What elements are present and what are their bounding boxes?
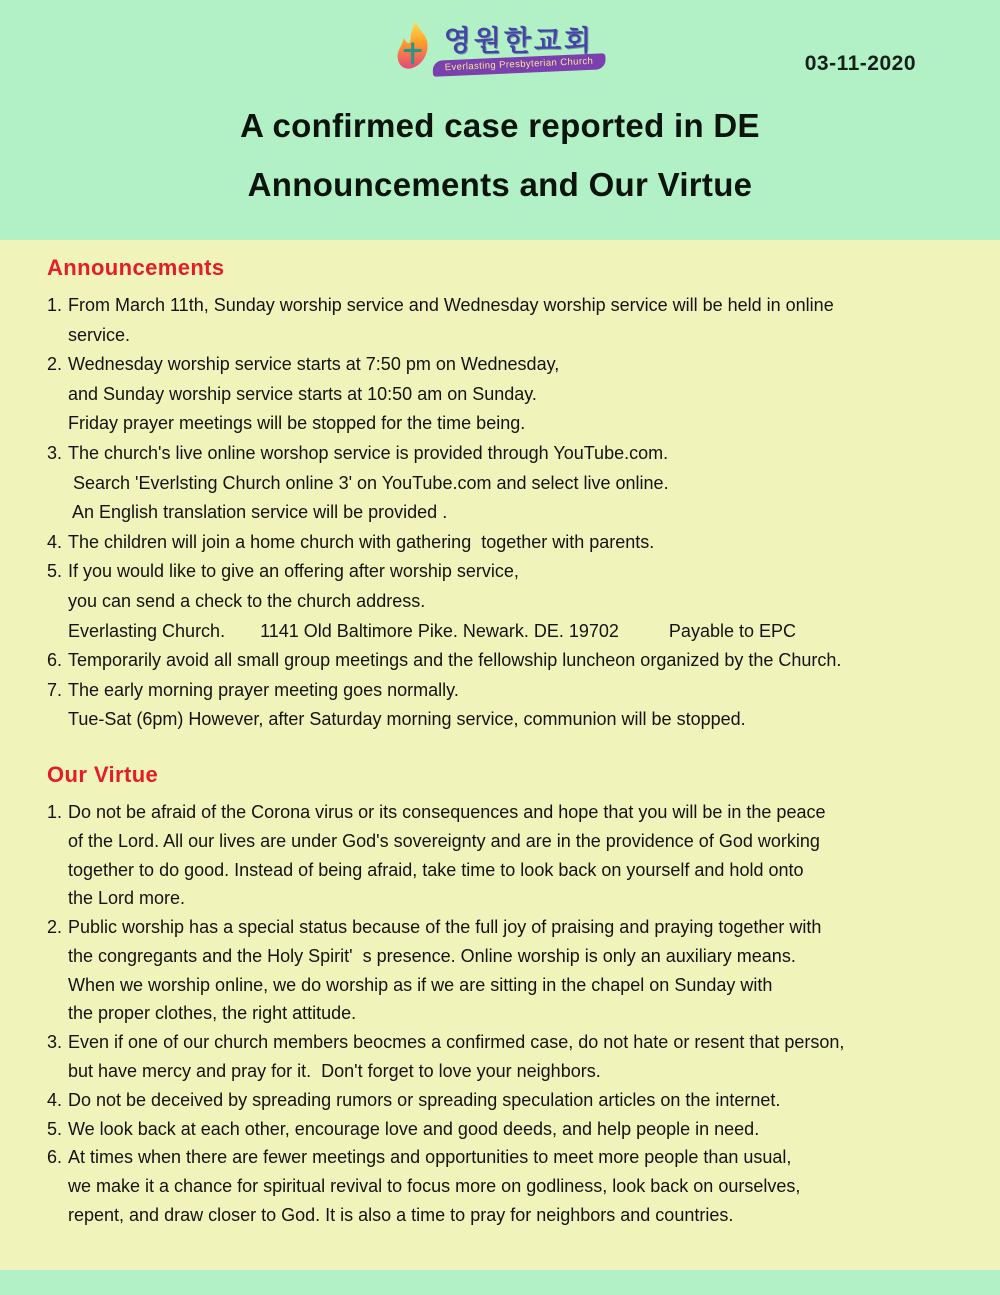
text-line: and Sunday worship service starts at 10:50 am on Sunday. xyxy=(68,383,537,404)
item-text xyxy=(68,439,964,528)
text-line: the Lord more. xyxy=(68,888,186,909)
text-line: Even if one of our church members beocmes a confirmed case, do not hate or resent that person, xyxy=(68,1032,845,1053)
item-text xyxy=(68,528,964,558)
text-line: Do not be deceived by spreading rumors or spreading speculation articles on the internet. xyxy=(68,1089,781,1110)
item-number: 2. xyxy=(47,354,63,375)
church-logo xyxy=(395,20,606,76)
item-number: 6. xyxy=(47,1147,63,1168)
text-line: The children will join a home church with gathering together with parents. xyxy=(68,531,655,552)
list-item xyxy=(47,913,964,1028)
item-number: 3. xyxy=(47,442,63,463)
item-text xyxy=(68,350,964,439)
our-virtue-list xyxy=(47,798,964,1230)
our-virtue-section xyxy=(47,762,964,1230)
text-line: Everlasting Church. 1141 Old Baltimore Pike. Newark. DE. 19702 Payable to EPC xyxy=(68,620,796,641)
list-item xyxy=(47,1143,964,1229)
text-line: but have mercy and pray for it. Don't forget to love your neighbors. xyxy=(68,1061,601,1082)
item-number: 5. xyxy=(47,561,63,582)
item-text xyxy=(68,1086,964,1115)
list-item xyxy=(47,350,964,439)
content xyxy=(0,240,1000,1230)
text-line: An English translation service will be provided . xyxy=(68,502,448,523)
item-text xyxy=(68,1115,964,1144)
item-number: 1. xyxy=(47,801,63,822)
text-line: From March 11th, Sunday worship service and Wednesday worship service will be held in online xyxy=(68,295,834,315)
text-line: you can send a check to the church address. xyxy=(68,590,426,611)
text-line: The early morning prayer meeting goes normally. xyxy=(68,679,459,700)
item-text xyxy=(68,798,964,913)
list-item xyxy=(47,798,964,913)
announcements-list xyxy=(47,291,964,735)
text-line: At times when there are fewer meetings and opportunities to meet more people than usual, xyxy=(68,1147,792,1168)
item-number: 3. xyxy=(47,1032,63,1053)
list-item xyxy=(47,291,964,350)
our-virtue-heading: Our Virtue xyxy=(47,761,159,787)
logo-text xyxy=(433,20,606,73)
item-text xyxy=(68,1143,964,1229)
item-number: 6. xyxy=(47,650,63,671)
text-line: Search 'Everlsting Church online 3' on YouTube.com and select live online. xyxy=(68,472,669,493)
list-item xyxy=(47,1028,964,1086)
list-item xyxy=(47,528,964,558)
text-line: Public worship has a special status because of the full joy of praising and praying together with xyxy=(68,917,822,938)
announcements-section xyxy=(47,255,964,735)
announcements-heading: Announcements xyxy=(47,255,225,280)
item-number: 4. xyxy=(47,1089,63,1110)
list-item xyxy=(47,557,964,646)
item-text xyxy=(68,291,964,350)
item-text xyxy=(68,1028,964,1086)
item-text xyxy=(68,557,964,646)
list-item xyxy=(47,646,964,676)
text-line: service. xyxy=(68,324,131,345)
item-number: 4. xyxy=(47,531,63,552)
list-item xyxy=(47,676,964,735)
list-item xyxy=(47,1086,964,1115)
item-text xyxy=(68,646,964,676)
text-line: Temporarily avoid all small group meetings and the fellowship luncheon organized by the Church. xyxy=(68,650,842,671)
text-line: Friday prayer meetings will be stopped for the time being. xyxy=(68,413,526,434)
text-line: together to do good. Instead of being afraid, take time to look back on yourself and hold onto xyxy=(68,859,804,880)
text-line: When we worship online, we do worship as if we are sitting in the chapel on Sunday with xyxy=(68,974,773,995)
text-line: We look back at each other, encourage love and good deeds, and help people in need. xyxy=(68,1118,760,1139)
text-line: the proper clothes, the right attitude. xyxy=(68,1003,357,1024)
item-number: 2. xyxy=(47,917,63,938)
title-line-2: Announcements and Our Virtue xyxy=(247,166,753,203)
document-date: 03-11-2020 xyxy=(804,52,916,75)
text-line: repent, and draw closer to God. It is also a time to pray for neighbors and countries. xyxy=(68,1205,734,1226)
footer-strip xyxy=(0,1270,1000,1295)
text-line: Tue-Sat (6pm) However, after Saturday morning service, communion will be stopped. xyxy=(68,709,746,730)
title-line-1: A confirmed case reported in DE xyxy=(240,107,760,144)
item-text xyxy=(68,676,964,735)
list-item xyxy=(47,1115,964,1144)
page-title xyxy=(0,96,1000,214)
text-line: the congregants and the Holy Spirit' s presence. Online worship is only an auxiliary means. xyxy=(68,945,796,966)
item-number: 5. xyxy=(47,1118,63,1139)
item-number: 7. xyxy=(47,679,63,700)
list-item xyxy=(47,439,964,528)
header xyxy=(0,0,1000,240)
item-number: 1. xyxy=(47,295,63,315)
text-line: of the Lord. All our lives are under God's sovereignty and are in the providence of God working xyxy=(68,830,820,851)
text-line: The church's live online worshop service is provided through YouTube.com. xyxy=(68,442,669,463)
church-name-english-ribbon: Everlasting Presbyterian Church xyxy=(432,53,605,77)
church-name-korean: 영원한교회 xyxy=(443,25,595,56)
text-line: Do not be afraid of the Corona virus or its consequences and hope that you will be in the peace xyxy=(68,801,826,822)
text-line: we make it a chance for spiritual revival to focus more on godliness, look back on ourselves, xyxy=(68,1176,801,1197)
text-line: If you would like to give an offering after worship service, xyxy=(68,561,519,582)
item-text xyxy=(68,913,964,1028)
text-line: Wednesday worship service starts at 7:50 pm on Wednesday, xyxy=(68,354,560,375)
flame-cross-logo-icon xyxy=(395,20,431,76)
